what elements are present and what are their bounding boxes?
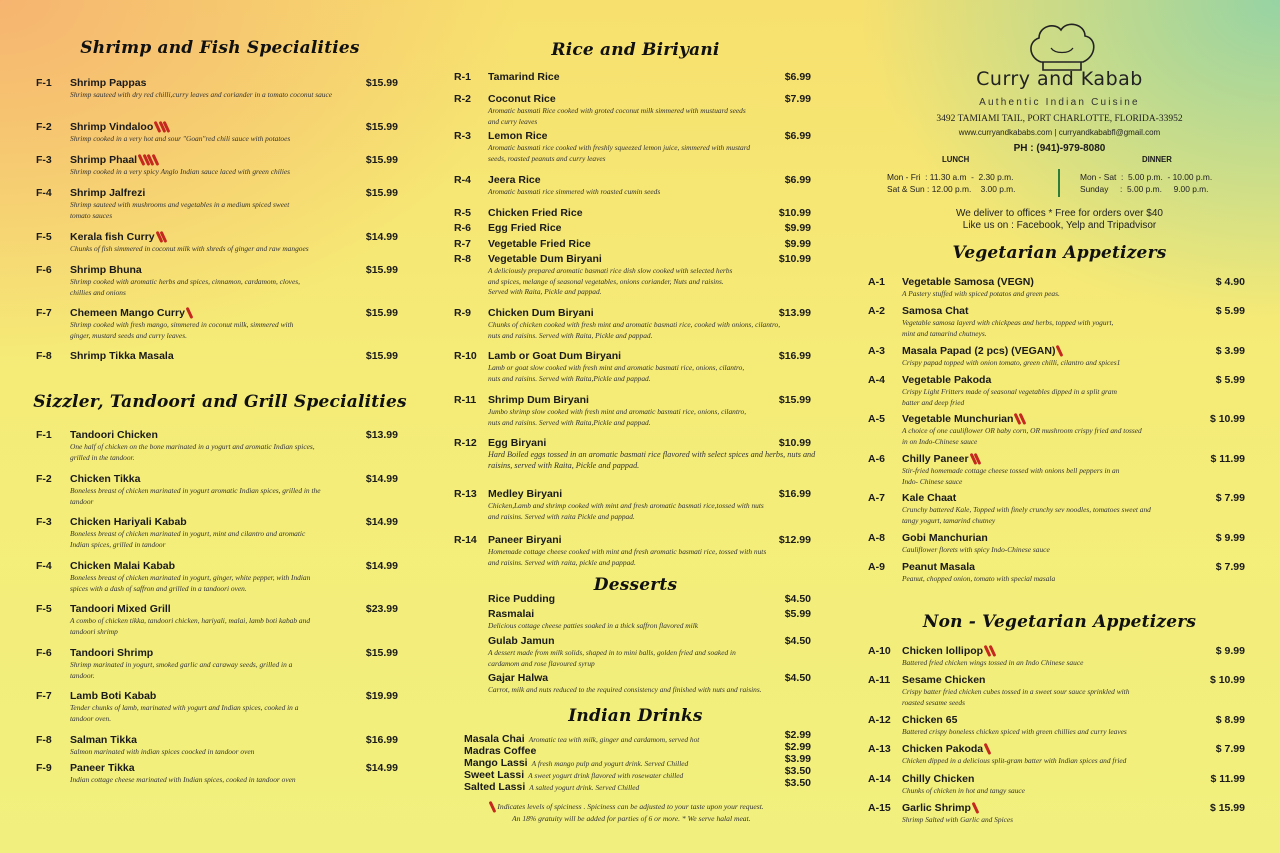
item-name: Coconut Rice bbox=[488, 93, 556, 105]
item-description: Aromatic basmati rice cooked with freshly squeezed lemon juice, simmered with mustard seeds, roasted peanuts and curry leaves bbox=[488, 143, 751, 163]
item-code: F-1 bbox=[36, 77, 52, 89]
item-price: $10.99 bbox=[778, 253, 811, 265]
section-title-non-vegetarian: Non - Vegetarian Appetizers bbox=[922, 612, 1197, 632]
item-name: Tandoori Chicken bbox=[70, 429, 158, 441]
item-name: Tamarind Rice bbox=[488, 71, 560, 83]
item-code: A-1 bbox=[868, 276, 885, 288]
chili-pepper-icon bbox=[158, 231, 167, 243]
item-price: $19.99 bbox=[365, 690, 398, 702]
item-name: Vegetable Dum Biryani bbox=[488, 253, 602, 265]
item-price: $16.99 bbox=[778, 350, 811, 362]
item-price: $4.50 bbox=[784, 593, 811, 605]
item-price: $ 10.99 bbox=[1209, 413, 1245, 425]
item-price: $3.50 bbox=[784, 765, 811, 777]
item-price: $14.99 bbox=[365, 762, 398, 774]
item-name: Rasmalai bbox=[488, 608, 535, 620]
item-name: Chemeen Mango Curry bbox=[70, 307, 192, 319]
item-code: F-4 bbox=[36, 187, 52, 199]
item-name: Gajar Halwa bbox=[488, 672, 549, 684]
item-code: A-7 bbox=[868, 492, 885, 504]
item-code: A-14 bbox=[868, 773, 891, 785]
item-description: Aromatic tea with milk, ginger and cardamom, served hot bbox=[528, 735, 700, 744]
item-name: Chicken Tikka bbox=[70, 473, 141, 485]
item-description: Chunks of chicken cooked with fresh mint and aromatic basmati rice, cooked with onions, cilantro, nuts and raisins. Served with Raita, Pickle and pappad. bbox=[488, 320, 781, 340]
item-code: F-1 bbox=[36, 429, 52, 441]
item-code: F-4 bbox=[36, 560, 52, 572]
chili-pepper-icon bbox=[491, 801, 496, 813]
item-code: F-2 bbox=[36, 473, 52, 485]
item-price: $6.99 bbox=[784, 130, 811, 142]
item-code: R-8 bbox=[454, 253, 471, 265]
item-price: $3.99 bbox=[784, 753, 811, 765]
chili-pepper-icon bbox=[986, 743, 991, 755]
item-price: $ 11.99 bbox=[1210, 773, 1245, 785]
chili-pepper-icon bbox=[156, 121, 170, 133]
item-price: $ 11.99 bbox=[1210, 453, 1245, 465]
item-code: R-13 bbox=[454, 488, 477, 500]
item-description: Shrimp sauteed with mushrooms and vegetables in a medium spiced sweet tomato sauces bbox=[70, 200, 290, 220]
item-description: Delicious cottage cheese patties soaked in a thick saffron flavored milk bbox=[488, 621, 699, 630]
item-code: R-12 bbox=[454, 437, 477, 449]
item-name: Chicken Fried Rice bbox=[488, 207, 583, 219]
item-price: $ 7.99 bbox=[1215, 492, 1245, 504]
section-title-vegetarian: Vegetarian Appetizers bbox=[952, 243, 1167, 263]
item-description: Peanut, chopped onion, tomato with special masala bbox=[902, 574, 1056, 583]
item-code: F-9 bbox=[36, 762, 52, 774]
item-code: R-1 bbox=[454, 71, 471, 83]
item-price: $15.99 bbox=[365, 350, 398, 362]
section-title-drinks: Indian Drinks bbox=[568, 706, 703, 726]
item-description: Salmon marinated with indian spices coocked in tandoor oven bbox=[70, 747, 255, 756]
item-name: Masala Papad (2 pcs) (VEGAN) bbox=[902, 345, 1063, 357]
item-name: Shrimp Bhuna bbox=[70, 264, 142, 276]
dinner-hours: Mon - Sat : 5.00 p.m. - 10.00 p.m. Sunday : 5.00 p.m. 9.00 p.m. bbox=[1080, 172, 1213, 194]
item-code: R-11 bbox=[454, 394, 477, 406]
item-price: $13.99 bbox=[778, 307, 811, 319]
item-description: A salted yogurt drink. Served Chilled bbox=[529, 783, 640, 792]
item-name: Shrimp Vindaloo bbox=[70, 121, 170, 133]
item-name: Rice Pudding bbox=[488, 593, 556, 605]
item-name: Gulab Jamun bbox=[488, 635, 555, 647]
item-name: Samosa Chat bbox=[902, 305, 969, 317]
item-description: Tender chunks of lamb, marinated with yogurt and Indian spices, cooked in a tandoor oven. bbox=[70, 703, 299, 723]
item-name: Chicken Pakoda bbox=[902, 743, 991, 755]
item-description: A dessert made from milk solids, shaped in to mini balls, golden fried and soaked in cardamom and rose flavoured syrup bbox=[488, 648, 736, 668]
item-description: Shrimp cooked with fresh mango, simmered in coconut milk, simmered with ginger, mustard seeds and curry leaves. bbox=[70, 320, 294, 340]
item-code: A-9 bbox=[868, 561, 885, 573]
item-price: $3.50 bbox=[784, 777, 811, 789]
item-name: Shrimp Tikka Masala bbox=[70, 350, 174, 362]
item-price: $9.99 bbox=[784, 238, 811, 250]
item-code: F-8 bbox=[36, 350, 52, 362]
item-name: Kale Chaat bbox=[902, 492, 957, 504]
item-code: R-4 bbox=[454, 174, 471, 186]
item-description: A choice of one cauliflower OR baby corn, OR mushroom crispy fried and tossed in on Indo-Chinese sauce bbox=[902, 426, 1142, 446]
item-price: $15.99 bbox=[365, 647, 398, 659]
item-price: $ 5.99 bbox=[1215, 305, 1245, 317]
item-price: $ 8.99 bbox=[1215, 714, 1245, 726]
item-description: Aromatic basmati rice simmered with roasted cumin seeds bbox=[488, 187, 661, 196]
item-description: A deliciously prepared aromatic basmati rice dish slow cooked with selected herbs and spices, melange of seasonal vegetables, onions coriander, Nuts and raisins. Served with Raita, Pickle and pappad. bbox=[488, 266, 733, 296]
item-name: Egg Fried Rice bbox=[488, 222, 562, 234]
item-code: A-2 bbox=[868, 305, 885, 317]
item-name: Shrimp Phaal bbox=[70, 154, 158, 166]
item-price: $ 15.99 bbox=[1209, 802, 1245, 814]
chili-pepper-icon bbox=[986, 645, 995, 657]
item-name: Tandoori Mixed Grill bbox=[70, 603, 171, 615]
section-title-rice: Rice and Biriyani bbox=[551, 40, 720, 60]
item-name: Chicken lollipop bbox=[902, 645, 995, 657]
item-code: A-4 bbox=[868, 374, 885, 386]
item-price: $9.99 bbox=[784, 222, 811, 234]
item-code: F-6 bbox=[36, 264, 52, 276]
item-name: Chicken Hariyali Kabab bbox=[70, 516, 187, 528]
item-price: $6.99 bbox=[784, 71, 811, 83]
item-price: $ 9.99 bbox=[1215, 532, 1245, 544]
chili-pepper-icon bbox=[140, 154, 158, 166]
restaurant-tagline: Authentic Indian Cuisine bbox=[979, 97, 1140, 108]
item-name: Shrimp Dum Biryani bbox=[488, 394, 589, 406]
chili-pepper-icon bbox=[188, 307, 193, 319]
item-description: Homemade cottage cheese cooked with mint and fresh aromatic basmati rice, tossed with nuts and raisins. Served with raita, pickle and pappad. bbox=[488, 547, 767, 567]
restaurant-address: 3492 TAMIAMI TAIL, PORT CHARLOTTE, FLORIDA-33952 bbox=[936, 114, 1183, 124]
item-name: Lamb or Goat Dum Biryani bbox=[488, 350, 622, 362]
item-price: $2.99 bbox=[784, 729, 811, 741]
item-name: Mango Lassi bbox=[464, 757, 528, 769]
item-description: Chicken,Lamb and shrimp cooked with mint and fresh aromatic basmati rice,tossed with nuts and raisins. Served with raita Pickle and pappad. bbox=[488, 501, 764, 521]
item-description: One half of chicken on the bone marinated in a yogurt and aromatic Indian spices, grilled in the tandoor. bbox=[70, 442, 315, 462]
item-name: Paneer Tikka bbox=[70, 762, 135, 774]
item-name: Shrimp Pappas bbox=[70, 77, 147, 89]
item-name: Vegetable Samosa (VEGN) bbox=[902, 276, 1034, 288]
item-description: A Pastery stuffed with spiced potatos and green peas. bbox=[902, 289, 1060, 298]
item-price: $14.99 bbox=[365, 231, 398, 243]
gratuity-note: An 18% gratuity will be added for parties of 6 or more. * We serve halal meat. bbox=[512, 814, 751, 823]
item-price: $ 9.99 bbox=[1215, 645, 1245, 657]
item-price: $ 4.90 bbox=[1215, 276, 1245, 288]
drink-item-5 bbox=[464, 777, 639, 795]
item-description: Chunks of chicken in hot and tangy sauce bbox=[902, 786, 1025, 795]
item-description: Crispy Light Fritters made of seasonal vegetables dipped in a split gram batter and deep fried bbox=[902, 387, 1117, 407]
chili-pepper-icon bbox=[972, 453, 981, 465]
item-code: F-5 bbox=[36, 231, 52, 243]
item-code: F-8 bbox=[36, 734, 52, 746]
item-price: $16.99 bbox=[365, 734, 398, 746]
item-price: $7.99 bbox=[784, 93, 811, 105]
item-price: $23.99 bbox=[365, 603, 398, 615]
item-description: Carrot, milk and nuts reduced to the required consistency and finished with nuts and raisins. bbox=[488, 685, 762, 694]
item-price: $15.99 bbox=[778, 394, 811, 406]
item-description: Aromatic basmati Rice cooked with groted coconut milk simmered with mustuard seeds and curry leaves bbox=[488, 106, 746, 126]
delivery-info: We deliver to offices * Free for orders over $40 bbox=[956, 208, 1163, 219]
restaurant-name: Curry and Kabab bbox=[976, 68, 1143, 90]
item-name: Madras Coffee bbox=[464, 745, 537, 757]
item-price: $ 7.99 bbox=[1215, 743, 1245, 755]
item-code: A-10 bbox=[868, 645, 891, 657]
item-name: Vegetable Pakoda bbox=[902, 374, 992, 386]
hours-divider bbox=[1058, 169, 1060, 197]
section-title-shrimp-fish: Shrimp and Fish Specialities bbox=[80, 38, 360, 58]
chili-pepper-icon bbox=[974, 802, 979, 814]
item-code: A-15 bbox=[868, 802, 891, 814]
item-description: Boneless breast of chicken marinated in yogurt aromatic Indian spices, grilled in the tandoor bbox=[70, 486, 321, 506]
item-name: Chicken 65 bbox=[902, 714, 958, 726]
item-description: Crispy papad topped with onion tomato, green chilli, cilantro and spices1 bbox=[902, 358, 1121, 367]
item-code: A-12 bbox=[868, 714, 891, 726]
social-info: Like us on : Facebook, Yelp and Tripadvisor bbox=[962, 220, 1157, 231]
item-description: Shrimp Salted with Garlic and Spices bbox=[902, 815, 1014, 824]
item-name: Salted Lassi bbox=[464, 781, 526, 793]
item-name: Chicken Malai Kabab bbox=[70, 560, 176, 572]
item-name: Lemon Rice bbox=[488, 130, 548, 142]
item-code: F-3 bbox=[36, 516, 52, 528]
item-code: R-2 bbox=[454, 93, 471, 105]
item-price: $15.99 bbox=[365, 187, 398, 199]
item-name: Sesame Chicken bbox=[902, 674, 986, 686]
item-description: A sweet yogurt drink flavored with rosewater chilled bbox=[528, 771, 684, 780]
item-price: $ 7.99 bbox=[1215, 561, 1245, 573]
item-description: Chunks of fish simmered in coconut milk with shreds of ginger and raw mangoes bbox=[70, 244, 309, 253]
item-code: A-11 bbox=[868, 674, 891, 686]
item-price: $10.99 bbox=[778, 437, 811, 449]
item-description: Shrimp cooked with aromatic herbs and spices, cinnamon, cardamom, cloves, chillies and onions bbox=[70, 277, 300, 297]
item-name: Vegetable Fried Rice bbox=[488, 238, 591, 250]
item-name: Vegetable Munchurian bbox=[902, 413, 1025, 425]
item-code: R-3 bbox=[454, 130, 471, 142]
item-name: Chicken Dum Biryani bbox=[488, 307, 594, 319]
item-description: Lamb or goat slow cooked with fresh mint and aromatic basmati rice, onions, cilantro, nuts and raisins. Served with Raita,Pickle and pappad. bbox=[488, 363, 745, 383]
item-code: F-6 bbox=[36, 647, 52, 659]
item-price: $15.99 bbox=[365, 77, 398, 89]
item-price: $4.50 bbox=[784, 635, 811, 647]
item-code: R-10 bbox=[454, 350, 477, 362]
item-price: $2.99 bbox=[784, 741, 811, 753]
item-description: Shrimp cooked in a very hot and sour "Goan"red chili sauce with potatoes bbox=[70, 134, 291, 143]
item-code: A-13 bbox=[868, 743, 891, 755]
lunch-hours: Mon - Fri : 11.30 a.m - 2.30 p.m. Sat & Sun : 12.00 p.m. 3.00 p.m. bbox=[887, 172, 1016, 194]
restaurant-website[interactable]: www.curryandkababs.com | curryandkababfl@gmail.com bbox=[958, 128, 1161, 137]
item-description: Chicken dipped in a delicious split-gram batter with Indian spices and fried bbox=[902, 756, 1127, 765]
item-code: F-7 bbox=[36, 690, 52, 702]
item-price: $4.50 bbox=[784, 672, 811, 684]
item-name: Kerala fish Curry bbox=[70, 231, 167, 243]
item-price: $13.99 bbox=[365, 429, 398, 441]
item-description: A combo of chicken tikka, tandoori chicken, hariyali, malai, lamb boti kabab and tandoori shrimp bbox=[70, 616, 311, 636]
item-description: Vegetable samosa layerd with chickpeas and herbs, topped with yogurt, mint and tamarind chutneys. bbox=[902, 318, 1114, 338]
item-code: R-5 bbox=[454, 207, 471, 219]
item-description: Jumbo shrimp slow cooked with fresh mint and aromatic basmati rice, onions, cilantro, nuts and raisins. Served with Raita,Pickle and pappad. bbox=[488, 407, 747, 427]
item-description: Boneless breast of chicken marinated in yogurt, ginger, white pepper, with Indian spices with a dash of saffron and grilled in a tandoori oven. bbox=[70, 573, 311, 593]
item-code: F-2 bbox=[36, 121, 52, 133]
item-name: Sweet Lassi bbox=[464, 769, 525, 781]
item-price: $10.99 bbox=[778, 207, 811, 219]
item-name: Jeera Rice bbox=[488, 174, 541, 186]
item-price: $15.99 bbox=[365, 121, 398, 133]
item-price: $14.99 bbox=[365, 473, 398, 485]
chili-pepper-icon bbox=[1016, 413, 1025, 425]
item-code: R-6 bbox=[454, 222, 471, 234]
item-price: $ 5.99 bbox=[1215, 374, 1245, 386]
item-description: Shrimp cooked in a very spicy Anglo Indian sauce laced with green chilies bbox=[70, 167, 291, 176]
item-description: Cauliflower florets with spicy Indo-Chinese sauce bbox=[902, 545, 1050, 554]
item-code: F-5 bbox=[36, 603, 52, 615]
item-description: Hard Boiled eggs tossed in an aromatic basmati rice flavored with select spices and herbs, nuts and raisins, served with Raita, Pickle and pappad. bbox=[488, 450, 816, 470]
item-name: Gobi Manchurian bbox=[902, 532, 988, 544]
item-description: Shrimp sauteed with dry red chilli,curry leaves and coriander in a tomato coconut sauce bbox=[70, 90, 333, 99]
item-price: $16.99 bbox=[778, 488, 811, 500]
section-title-sizzler: Sizzler, Tandoori and Grill Specialities bbox=[33, 392, 407, 412]
restaurant-phone[interactable]: PH : (941)-979-8080 bbox=[1013, 143, 1106, 154]
item-name: Egg Biryani bbox=[488, 437, 547, 449]
item-name: Salman Tikka bbox=[70, 734, 137, 746]
item-name: Chilly Chicken bbox=[902, 773, 975, 785]
item-code: F-7 bbox=[36, 307, 52, 319]
item-code: R-7 bbox=[454, 238, 471, 250]
chili-pepper-icon bbox=[1058, 345, 1063, 357]
item-price: $ 3.99 bbox=[1215, 345, 1245, 357]
item-code: A-3 bbox=[868, 345, 885, 357]
item-code: A-6 bbox=[868, 453, 885, 465]
item-description: Shrimp marinated in yogurt, smoked garlic and caraway seeds, grilled in a tandoor. bbox=[70, 660, 293, 680]
item-name: Shrimp Jalfrezi bbox=[70, 187, 146, 199]
item-description: Boneless breast of chicken marinated in yogurt, mint and cilantro and aromatic Indian spices, grilled in tandoor bbox=[70, 529, 306, 549]
chef-hat-icon bbox=[1025, 18, 1099, 72]
item-code: A-5 bbox=[868, 413, 885, 425]
item-price: $15.99 bbox=[365, 154, 398, 166]
item-name: Masala Chai bbox=[464, 733, 525, 745]
item-price: $15.99 bbox=[365, 307, 398, 319]
item-description: Indian cottage cheese marinated with Indian spices, cooked in tandoor oven bbox=[70, 775, 296, 784]
item-name: Lamb Boti Kabab bbox=[70, 690, 157, 702]
item-code: R-9 bbox=[454, 307, 471, 319]
item-price: $14.99 bbox=[365, 516, 398, 528]
item-price: $14.99 bbox=[365, 560, 398, 572]
item-name: Tandoori Shrimp bbox=[70, 647, 154, 659]
item-price: $5.99 bbox=[784, 608, 811, 620]
item-name: Chilly Paneer bbox=[902, 453, 981, 465]
item-price: $6.99 bbox=[784, 174, 811, 186]
item-name: Paneer Biryani bbox=[488, 534, 562, 546]
item-name: Medley Biryani bbox=[488, 488, 563, 500]
item-description: Battered fried chicken wings tossed in an Indo Chinese sauce bbox=[902, 658, 1084, 667]
item-code: F-3 bbox=[36, 154, 52, 166]
dinner-heading: DINNER bbox=[1142, 155, 1172, 164]
section-title-desserts: Desserts bbox=[593, 575, 678, 595]
item-description: Stir-fried homemade cottage cheese tossed with onions bell peppers in an Indo- Chinese sauce bbox=[902, 466, 1120, 486]
item-name: Peanut Masala bbox=[902, 561, 975, 573]
item-description: Battered crispy boneless chicken spiced with green chillies and curry leaves bbox=[902, 727, 1127, 736]
item-description: Crunchy battered Kale, Topped with finely crunchy sev noodles, tomatoes sweet and tangy yogurt, tamarind chutney bbox=[902, 505, 1151, 525]
spiciness-note: Indicates levels of spiciness . Spiciness can be adjusted to your taste upon your request. bbox=[488, 801, 818, 813]
item-price: $ 10.99 bbox=[1209, 674, 1245, 686]
item-price: $15.99 bbox=[365, 264, 398, 276]
item-code: R-14 bbox=[454, 534, 477, 546]
item-description: Crispy batter fried chicken cubes tossed in a sweet sour sauce sprinkled with roasted sesame seeds bbox=[902, 687, 1130, 707]
item-code: A-8 bbox=[868, 532, 885, 544]
item-price: $12.99 bbox=[778, 534, 811, 546]
item-description: A fresh mango pulp and yogurt drink. Served Chilled bbox=[531, 759, 689, 768]
lunch-heading: LUNCH bbox=[942, 155, 970, 164]
item-name: Garlic Shrimp bbox=[902, 802, 978, 814]
